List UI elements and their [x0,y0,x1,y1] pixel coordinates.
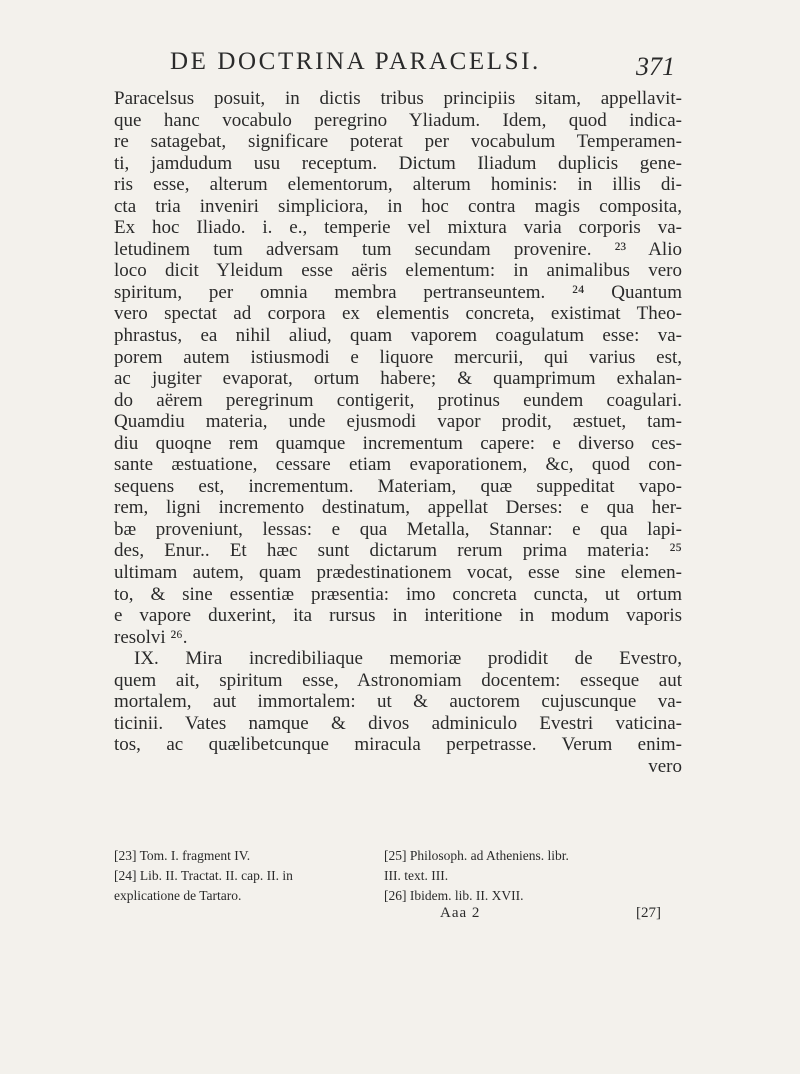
text-line: phrastus, ea nihil aliud, quam vaporem coagulatum esse: va- [114,325,682,347]
text-line: sante æstuatione, cessare etiam evaporationem, &c, quod con- [114,454,682,476]
text-line: vero spectat ad corpora ex elementis concreta, existimat Theo- [114,303,682,325]
text-line: Paracelsus posuit, in dictis tribus principiis sitam, appellavit- [114,88,682,109]
text-line: des, Enur.. Et hæc sunt dictarum rerum prima materia: ²⁵ [114,540,682,562]
footnote-25-continued: III. text. III. [384,868,449,883]
page-number: 371 [636,52,675,81]
text-line: ris esse, alterum elementorum, alterum hominis: in illis di- [114,174,682,196]
text-line: cta tria inveniri simpliciora, in hoc contra magis composita, [114,195,682,217]
text-line: mortalem, aut immortalem: ut & auctorem cujuscunque va- [114,691,682,713]
footnotes-left-column [114,846,384,906]
catchword: [27] [636,905,661,921]
text-line: re satagebat, significare poterat per vocabulum Temperamen- [114,131,682,153]
footnote-23: [23] Tom. I. fragment IV. [114,848,251,863]
text-line: e vapore duxerint, ita rursus in interitione in modum vaporis [114,605,682,627]
text-line: ti, jamdudum usu receptum. Dictum Iliadum duplicis gene- [114,152,682,174]
text-line: ac jugiter evaporat, ortum habere; & quamprimum exhalan- [114,368,682,390]
footnote-24: [24] Lib. II. Tractat. II. cap. II. in [114,868,293,883]
text-line: Quamdiu materia, unde ejusmodi vapor prodit, æstuet, tam- [114,411,682,433]
footnotes-right-column [384,846,682,906]
text-line: to, & sine essentiæ præsentia: imo concreta cuncta, ut ortum [114,583,682,605]
signature-mark: Aaa 2 [440,905,481,921]
text-line: resolvi ²⁶. [114,626,188,648]
footnote-25: [25] Philosoph. ad Atheniens. libr. [384,848,569,863]
page-header [0,48,800,88]
text-line: bæ proveniunt, lessas: e qua Metalla, Stannar: e qua lapi- [114,518,682,540]
text-line: tos, ac quælibetcunque miracula perpetrasse. Verum enim- [114,734,682,756]
footnote-26: [26] Ibidem. lib. II. XVII. [384,888,524,903]
text-line: spiritum, per omnia membra pertranseuntem. ²⁴ Quantum [114,281,682,303]
text-line: do aërem peregrinum contigerit, protinus eundem coagulari. [114,389,682,411]
text-line: vero [648,755,682,777]
text-line: ultimam autem, quam prædestinationem vocat, esse sine elemen- [114,562,682,584]
text-line: rem, ligni incremento destinatum, appellat Derses: e qua her- [114,497,682,519]
body-text [114,88,682,778]
text-line: diu quoqne rem quamque incrementum capere: e diverso ces- [114,432,682,454]
footnote-24-continued: explicatione de Tartaro. [114,888,242,903]
text-line: IX. Mira incredibiliaque memoriæ prodidit de Evestro, [134,648,682,670]
text-line: loco dicit Yleidum esse aëris elementum: in animalibus vero [114,260,682,282]
text-line: ticinii. Vates namque & divos adminiculo Evestri vaticina- [114,712,682,734]
running-head: DE DOCTRINA PARACELSI. [170,48,541,75]
text-line: sequens est, incrementum. Materiam, quæ suppeditat vapo- [114,475,682,497]
text-line: porem autem istiusmodi e liquore mercurii, qui varius est, [114,346,682,368]
text-line: Ex hoc Iliado. i. e., temperie vel mixtura varia corporis va- [114,217,682,239]
text-line: quem ait, spiritum esse, Astronomiam docentem: esseque aut [114,669,682,691]
text-line: letudinem tum adversam tum secundam provenire. ²³ Alio [114,238,682,260]
text-line: que hanc vocabulo peregrino Yliadum. Idem, quod indica- [114,109,682,131]
